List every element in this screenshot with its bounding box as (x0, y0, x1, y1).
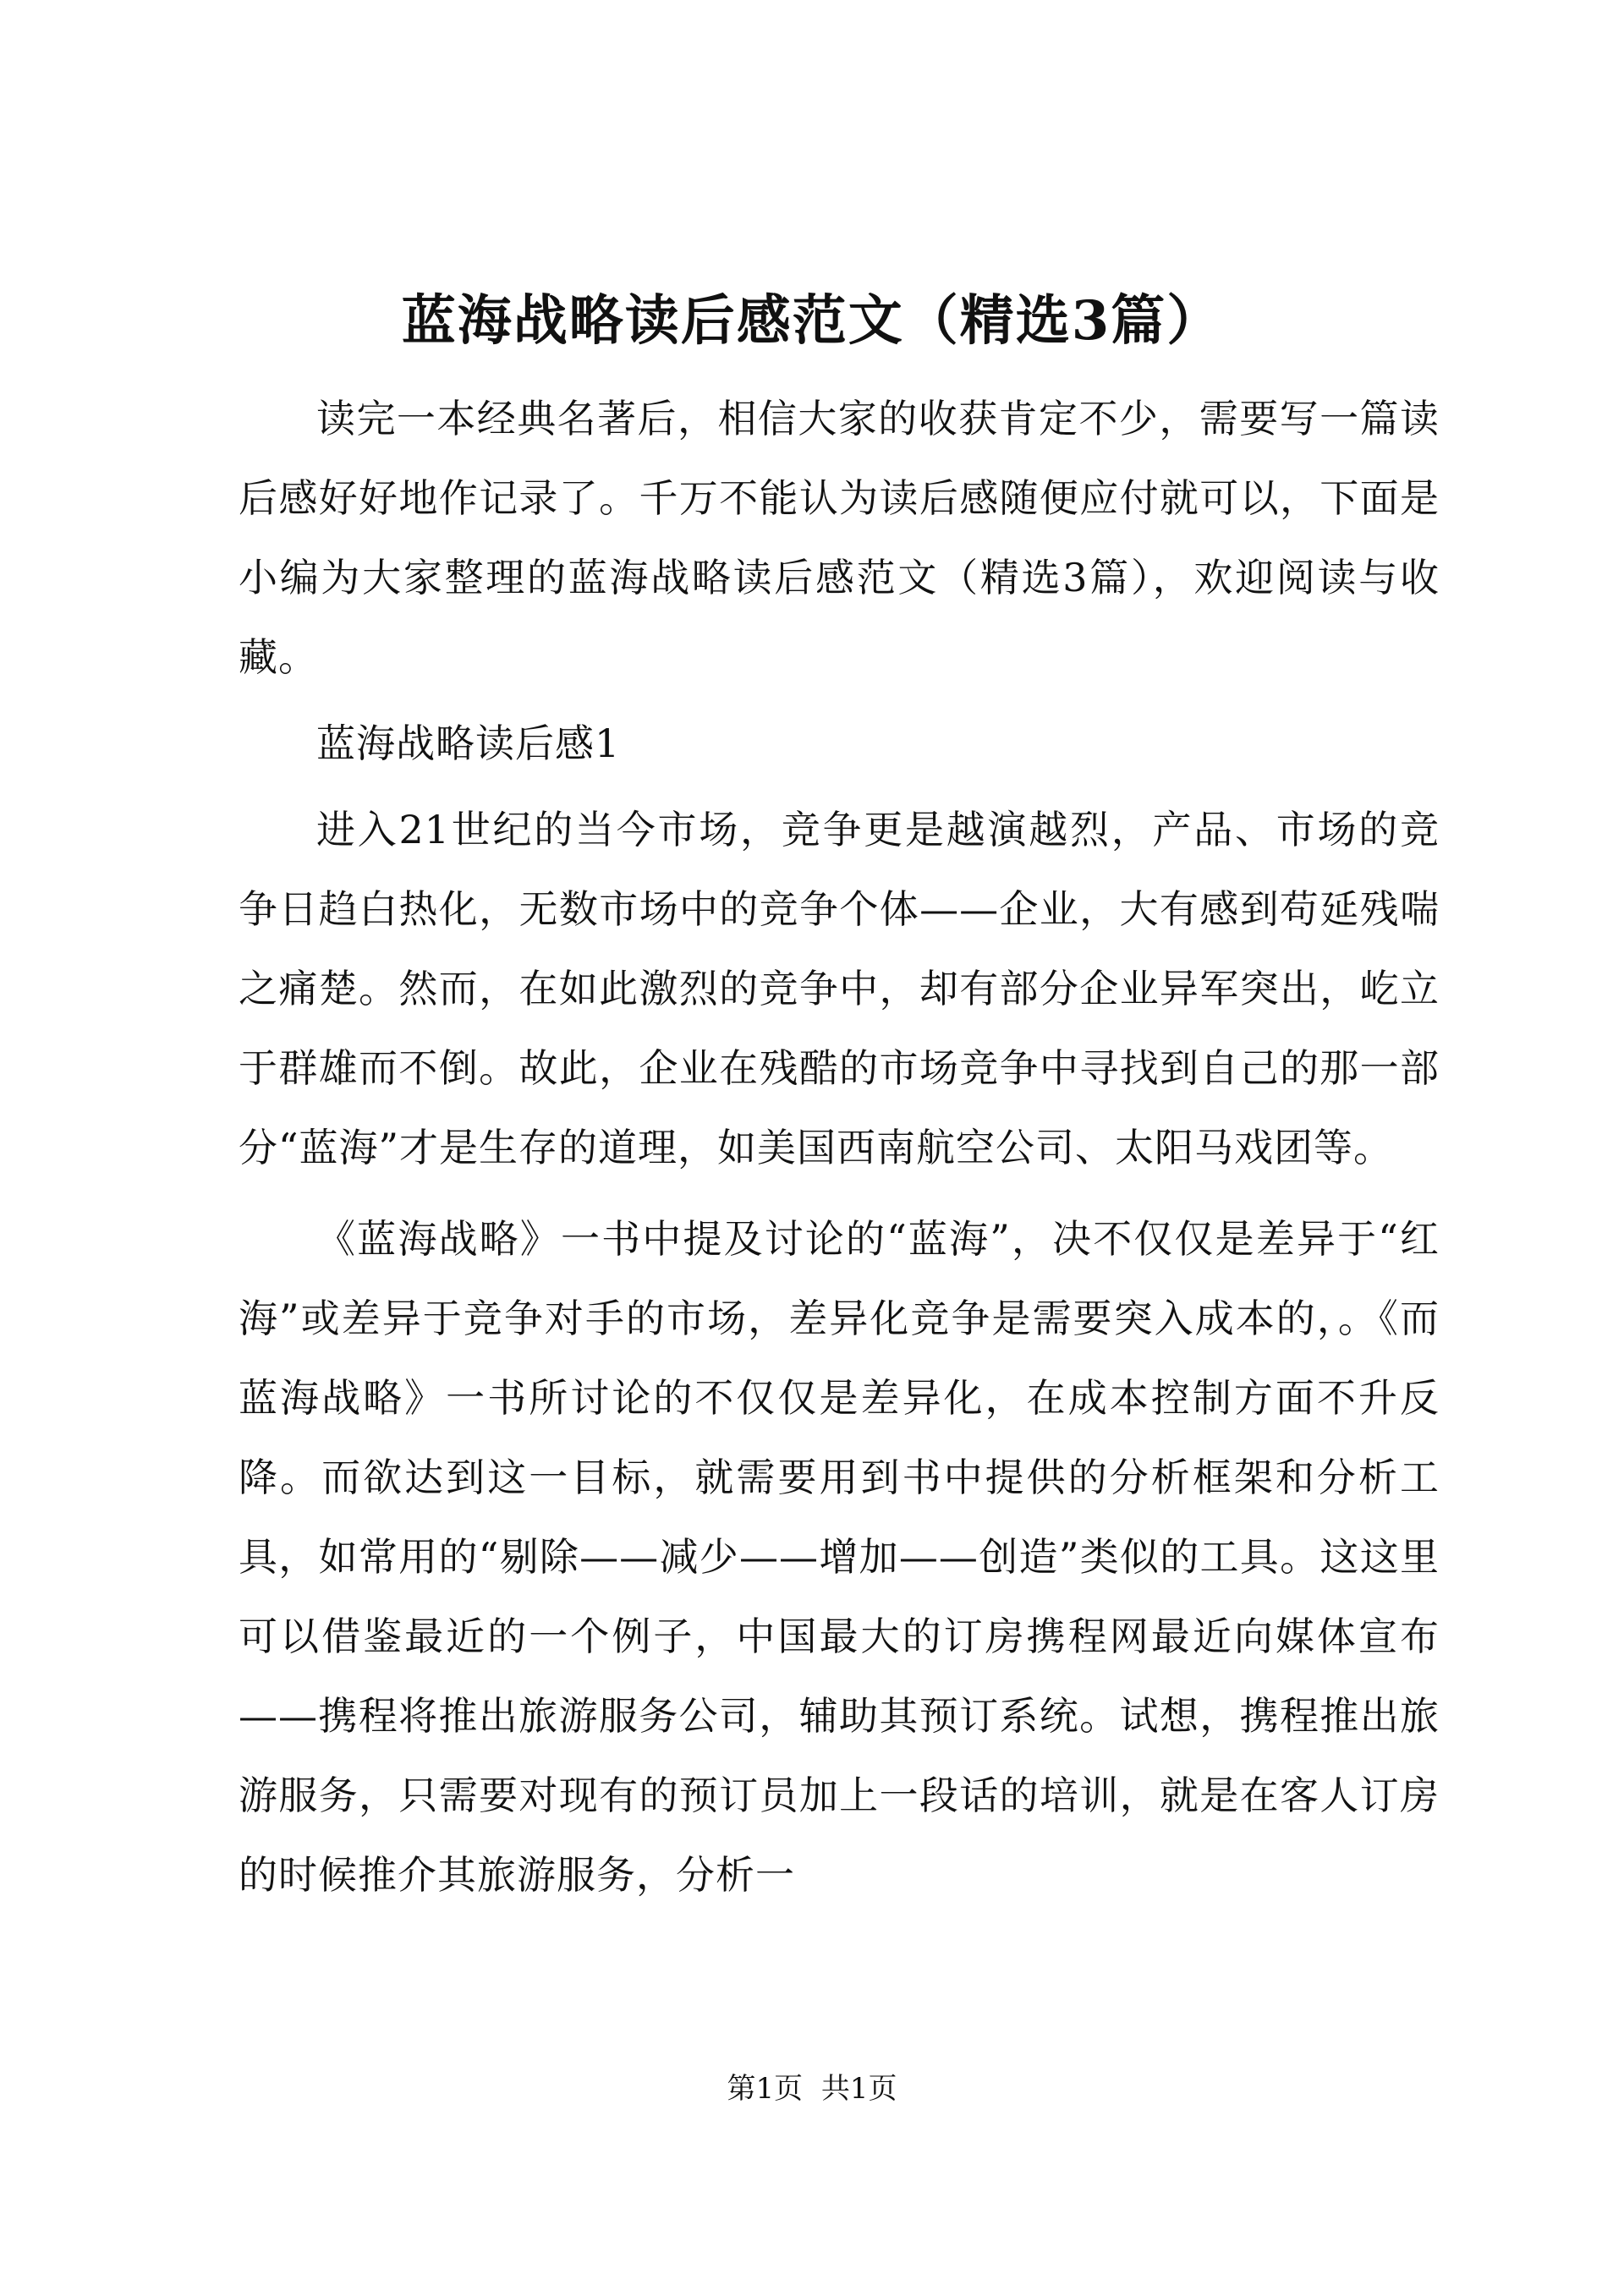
section-heading-1: 蓝海战略读后感1 (316, 721, 621, 766)
body-paragraph-1: 进入21世纪的当今市场，竞争更是越演越烈，产品、市场的竞争日趋白热化，无数市场中的竞争个体——企业，大有感到苟延残喘之痛楚。然而，在如此激烈的竞争中，却有部分企业异军突出，屹立于群雄而不倒。故此，企业在残酷的市场竞争中寻找到自己的那一部分“蓝海”才是生存的道理，如美国西南航空公司、太阳马戏团等。 (239, 807, 1440, 1170)
page-footer (0, 2068, 1624, 2110)
body-paragraph-2: 《蓝海战略》一书中提及讨论的“蓝海”，决不仅仅是差异于“红海”或差异于竞争对手的市场，差异化竞争是需要突入成本的，。《而蓝海战略》一书所讨论的不仅仅是差异化，在成本控制方面不升反降。而欲达到这一目标，就需要用到书中提供的分析框架和分析工具，如常用的“剔除——减少——增加——创造”类似的工具。这这里可以借鉴最近的一个例子，中国最大的订房携程网最近向媒体宣布——携程将推出旅游服务公司，辅助其预订系统。试想，携程推出旅游服务，只需要对现有的预订员加上一段话的培训，就是在客人订房的时候推介其旅游服务，分析一 (239, 1216, 1440, 1898)
document-body (239, 379, 1440, 1915)
intro-paragraph: 读完一本经典名著后，相信大家的收获肯定不少，需要写一篇读后感好好地作记录了。千万不能认为读后感随便应付就可以，下面是小编为大家整理的蓝海战略读后感范文（精选3篇），欢迎阅读与收藏。 (239, 396, 1440, 680)
page-number: 第1页 (727, 2072, 804, 2106)
page-total: 共1页 (820, 2072, 897, 2106)
document-title: 蓝海战略读后感范文（精选3篇） (401, 289, 1223, 353)
footer-separator (803, 2072, 821, 2106)
